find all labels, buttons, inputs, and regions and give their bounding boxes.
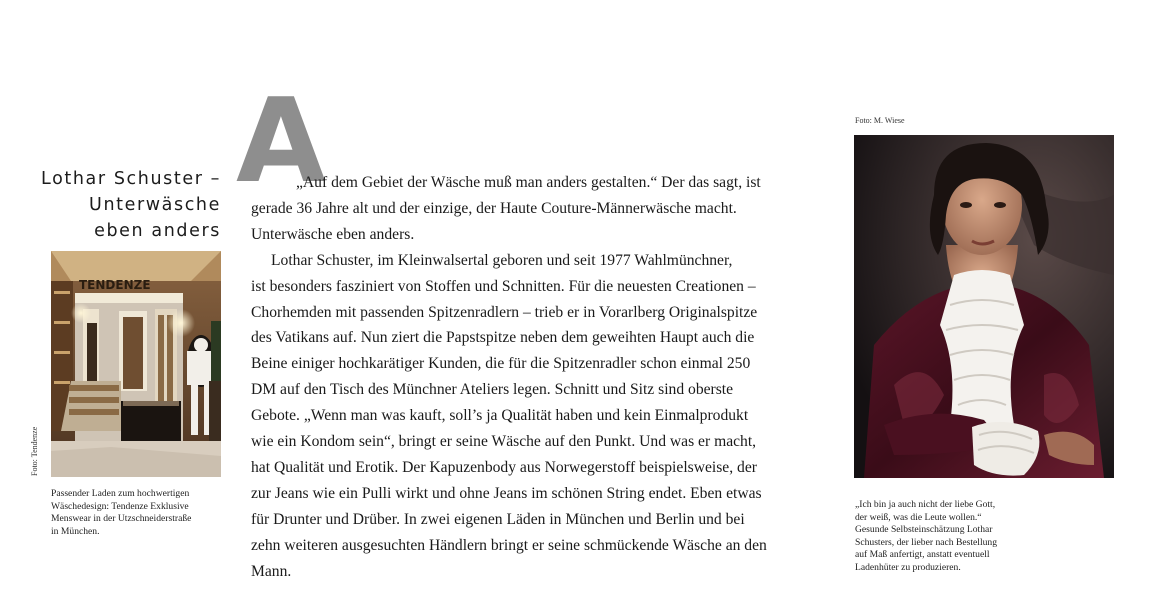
- portrait-photo: [854, 135, 1114, 478]
- shop-interior-photo: [51, 251, 221, 477]
- right-photo-credit: Foto: M. Wiese: [855, 116, 905, 125]
- article-line: Mann.: [251, 562, 292, 580]
- left-photo-credit: Foto: Tendenze: [30, 426, 39, 476]
- article-line: „Auf dem Gebiet der Wäsche muß man anders gestalten.“ Der das sagt, ist: [296, 174, 761, 191]
- article-line: Lothar Schuster, im Kleinwalsertal geboren und seit 1977 Wahlmünchner,: [271, 251, 733, 269]
- left-caption-line-2: Wäschedesign: Tendenze Exklusive: [51, 500, 189, 512]
- drop-cap-letter: A: [236, 74, 324, 209]
- headline-line-2: Unterwäsche: [89, 195, 221, 215]
- article-line: Unterwäsche eben anders.: [251, 225, 415, 243]
- headline-line-3: eben anders: [94, 221, 221, 241]
- article-line: des Vatikans auf. Nun ziert die Papstspitze neben dem geweihten Haupt auch die: [251, 329, 755, 347]
- article-line: DM auf den Tisch des Münchner Ateliers legen. Schnitt und Sitz sind oberste: [251, 381, 734, 399]
- portrait-illustration: [854, 135, 1114, 478]
- article-line: für Drunter und Drüber. In zwei eigenen Läden in München und Berlin und bei: [251, 510, 745, 528]
- headline-line-1: Lothar Schuster –: [41, 169, 221, 189]
- article-line: ist besonders fasziniert von Stoffen und Schnitten. Für die neuesten Creationen –: [251, 277, 756, 295]
- article-body: [251, 170, 831, 585]
- left-caption-line-1: Passender Laden zum hochwertigen: [51, 488, 190, 499]
- article-line: hat Qualität und Erotik. Der Kapuzenbody aus Norwegerstoff beispielsweise, der: [251, 458, 757, 476]
- article-headline: [40, 166, 221, 244]
- right-photo-caption: [855, 499, 1055, 574]
- article-line: gerade 36 Jahre alt und der einzige, der Haute Couture-Männerwäsche macht.: [251, 199, 737, 217]
- article-line: Gebote. „Wenn man was kauft, soll’s ja Qualität haben und kein Einmalprodukt: [251, 407, 749, 425]
- article-line: zur Jeans wie ein Pulli wirkt und ohne Jeans im schönen String endet. Eben etwas: [251, 484, 762, 502]
- left-caption-line-4: in München.: [51, 525, 100, 537]
- article-line: Beine einiger hochkarätiger Kunden, die für die Spitzenradler schon einmal 250: [251, 355, 751, 373]
- shop-interior-illustration: [51, 251, 221, 477]
- right-caption-line-5: auf Maß anfertigt, anstatt eventuell: [855, 549, 990, 560]
- right-caption-line-2: der weiß, was die Leute wollen.“: [855, 511, 982, 523]
- shop-sign-text: TENDENZE: [79, 278, 151, 292]
- right-caption-line-4: Schusters, der lieber nach Bestellung: [855, 536, 997, 548]
- left-photo-caption: [51, 488, 226, 538]
- article-line: Chorhemden mit passenden Spitzenradlern – trieb er in Vorarlberg Originalspitze: [251, 303, 758, 321]
- left-caption-line-3: Menswear in der Utzschneiderstraße: [51, 513, 192, 524]
- article-line: zehn weiteren ausgesuchten Händlern bringt er seine schmückende Wäsche an den: [251, 536, 767, 554]
- article-line: wie ein Kondom sein“, bringt er seine Wäsche auf den Punkt. Und was er macht,: [251, 433, 757, 451]
- right-caption-line-1: „Ich bin ja auch nicht der liebe Gott,: [855, 499, 996, 510]
- right-caption-line-6: Ladenhüter zu produzieren.: [855, 561, 961, 573]
- right-caption-line-3: Gesunde Selbsteinschätzung Lothar: [855, 524, 993, 535]
